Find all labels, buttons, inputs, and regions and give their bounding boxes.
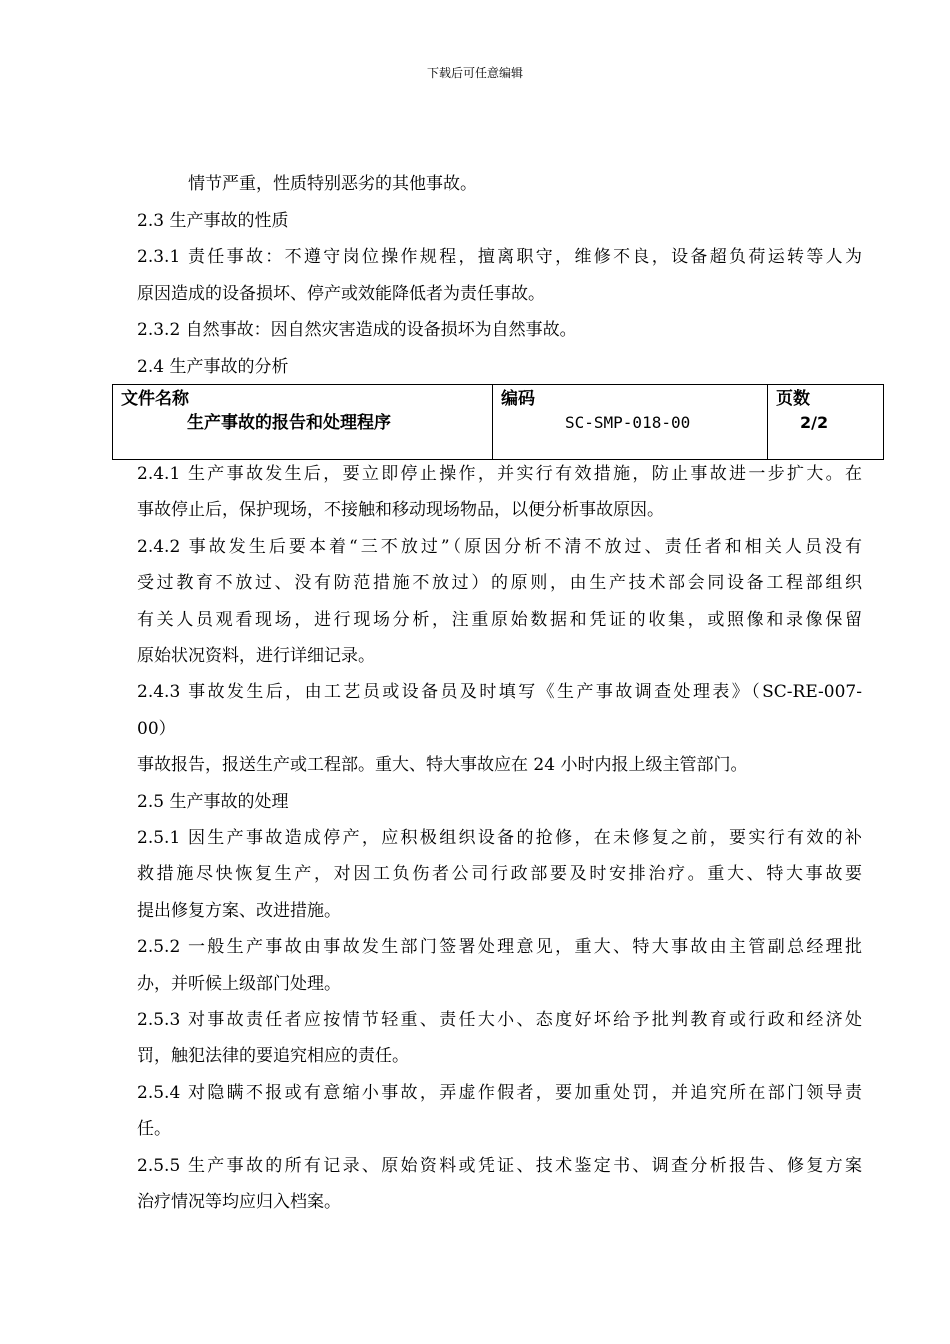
body-text-line: 2.4.3 事故发生后，由工艺员或设备员及时填写《生产事故调查处理表》（SC-RE-007-: [137, 682, 862, 703]
body-text-line: 2.3 生产事故的性质: [137, 210, 289, 231]
body-text-line: 2.5.5 生产事故的所有记录、原始资料或凭证、技术鉴定书、调查分析报告、修复方案: [137, 1155, 862, 1176]
body-text-line: 罚，触犯法律的要追究相应的责任。: [137, 1046, 409, 1067]
body-text-line: 救措施尽快恢复生产，对因工负伤者公司行政部要及时安排治疗。重大、特大事故要: [137, 864, 862, 885]
body-text-line: 任。: [137, 1119, 171, 1140]
doc-page-value: 2/2: [800, 413, 829, 432]
doc-page-label: 页数: [776, 389, 810, 409]
body-text-line: 2.3.1 责任事故：不遵守岗位操作规程，擅离职守，维修不良，设备超负荷运转等人为: [137, 247, 862, 267]
body-text-line: 事故停止后，保护现场，不接触和移动现场物品，以便分析事故原因。: [137, 500, 664, 521]
document-info-table: [112, 384, 884, 460]
doc-name-label: 文件名称: [121, 389, 189, 409]
body-text-line: 2.4.2 事故发生后要本着“三不放过”（原因分析不清不放过、责任者和相关人员没有: [137, 536, 862, 557]
doc-name-value: 生产事故的报告和处理程序: [187, 413, 391, 433]
body-text-line: 有关人员观看现场，进行现场分析，注重原始数据和凭证的收集，或照像和录像保留: [137, 609, 862, 630]
body-text-line: 受过教育不放过、没有防范措施不放过）的原则，由生产技术部会同设备工程部组织: [137, 573, 862, 594]
body-text-line: 2.4 生产事故的分析: [137, 356, 289, 377]
body-text-line: 原始状况资料，进行详细记录。: [137, 646, 375, 666]
body-text-line: 情节严重，性质特别恶劣的其他事故。: [188, 174, 477, 194]
body-text-line: 2.5 生产事故的处理: [137, 791, 289, 812]
body-text-line: 治疗情况等均应归入档案。: [137, 1192, 341, 1212]
doc-page-cell: [768, 385, 884, 460]
body-text-line: 2.5.1 因生产事故造成停产，应积极组织设备的抢修，在未修复之前，要实行有效的补: [137, 828, 862, 848]
body-text-line: 2.5.3 对事故责任者应按情节轻重、责任大小、态度好坏给予批判教育或行政和经济处: [137, 1010, 862, 1030]
body-text-line: 原因造成的设备损坏、停产或效能降低者为责任事故。: [137, 283, 545, 304]
body-text-line: 2.5.4 对隐瞒不报或有意缩小事故，弄虚作假者，要加重处罚，并追究所在部门领导责: [137, 1082, 862, 1103]
body-text-line: 2.5.2 一般生产事故由事故发生部门签署处理意见，重大、特大事故由主管副总经理批: [137, 937, 862, 958]
doc-code-cell: [493, 385, 768, 460]
body-text-line: 2.3.2 自然事故：因自然灾害造成的设备损坏为自然事故。: [137, 320, 577, 340]
doc-code-value: SC-SMP-018-00: [565, 413, 691, 432]
body-text-line: 提出修复方案、改进措施。: [137, 900, 341, 921]
doc-code-label: 编码: [501, 389, 535, 409]
body-text-line: 事故报告，报送生产或工程部。重大、特大事故应在 24 小时内报上级主管部门。: [137, 755, 748, 776]
body-text-line: 2.4.1 生产事故发生后，要立即停止操作，并实行有效措施，防止事故进一步扩大。在: [137, 464, 862, 484]
body-text-line: 00）: [137, 718, 176, 739]
body-text-line: 办，并听候上级部门处理。: [137, 973, 341, 994]
page-header-watermark: 下载后可任意编辑: [426, 66, 523, 80]
doc-name-cell: [113, 385, 493, 460]
